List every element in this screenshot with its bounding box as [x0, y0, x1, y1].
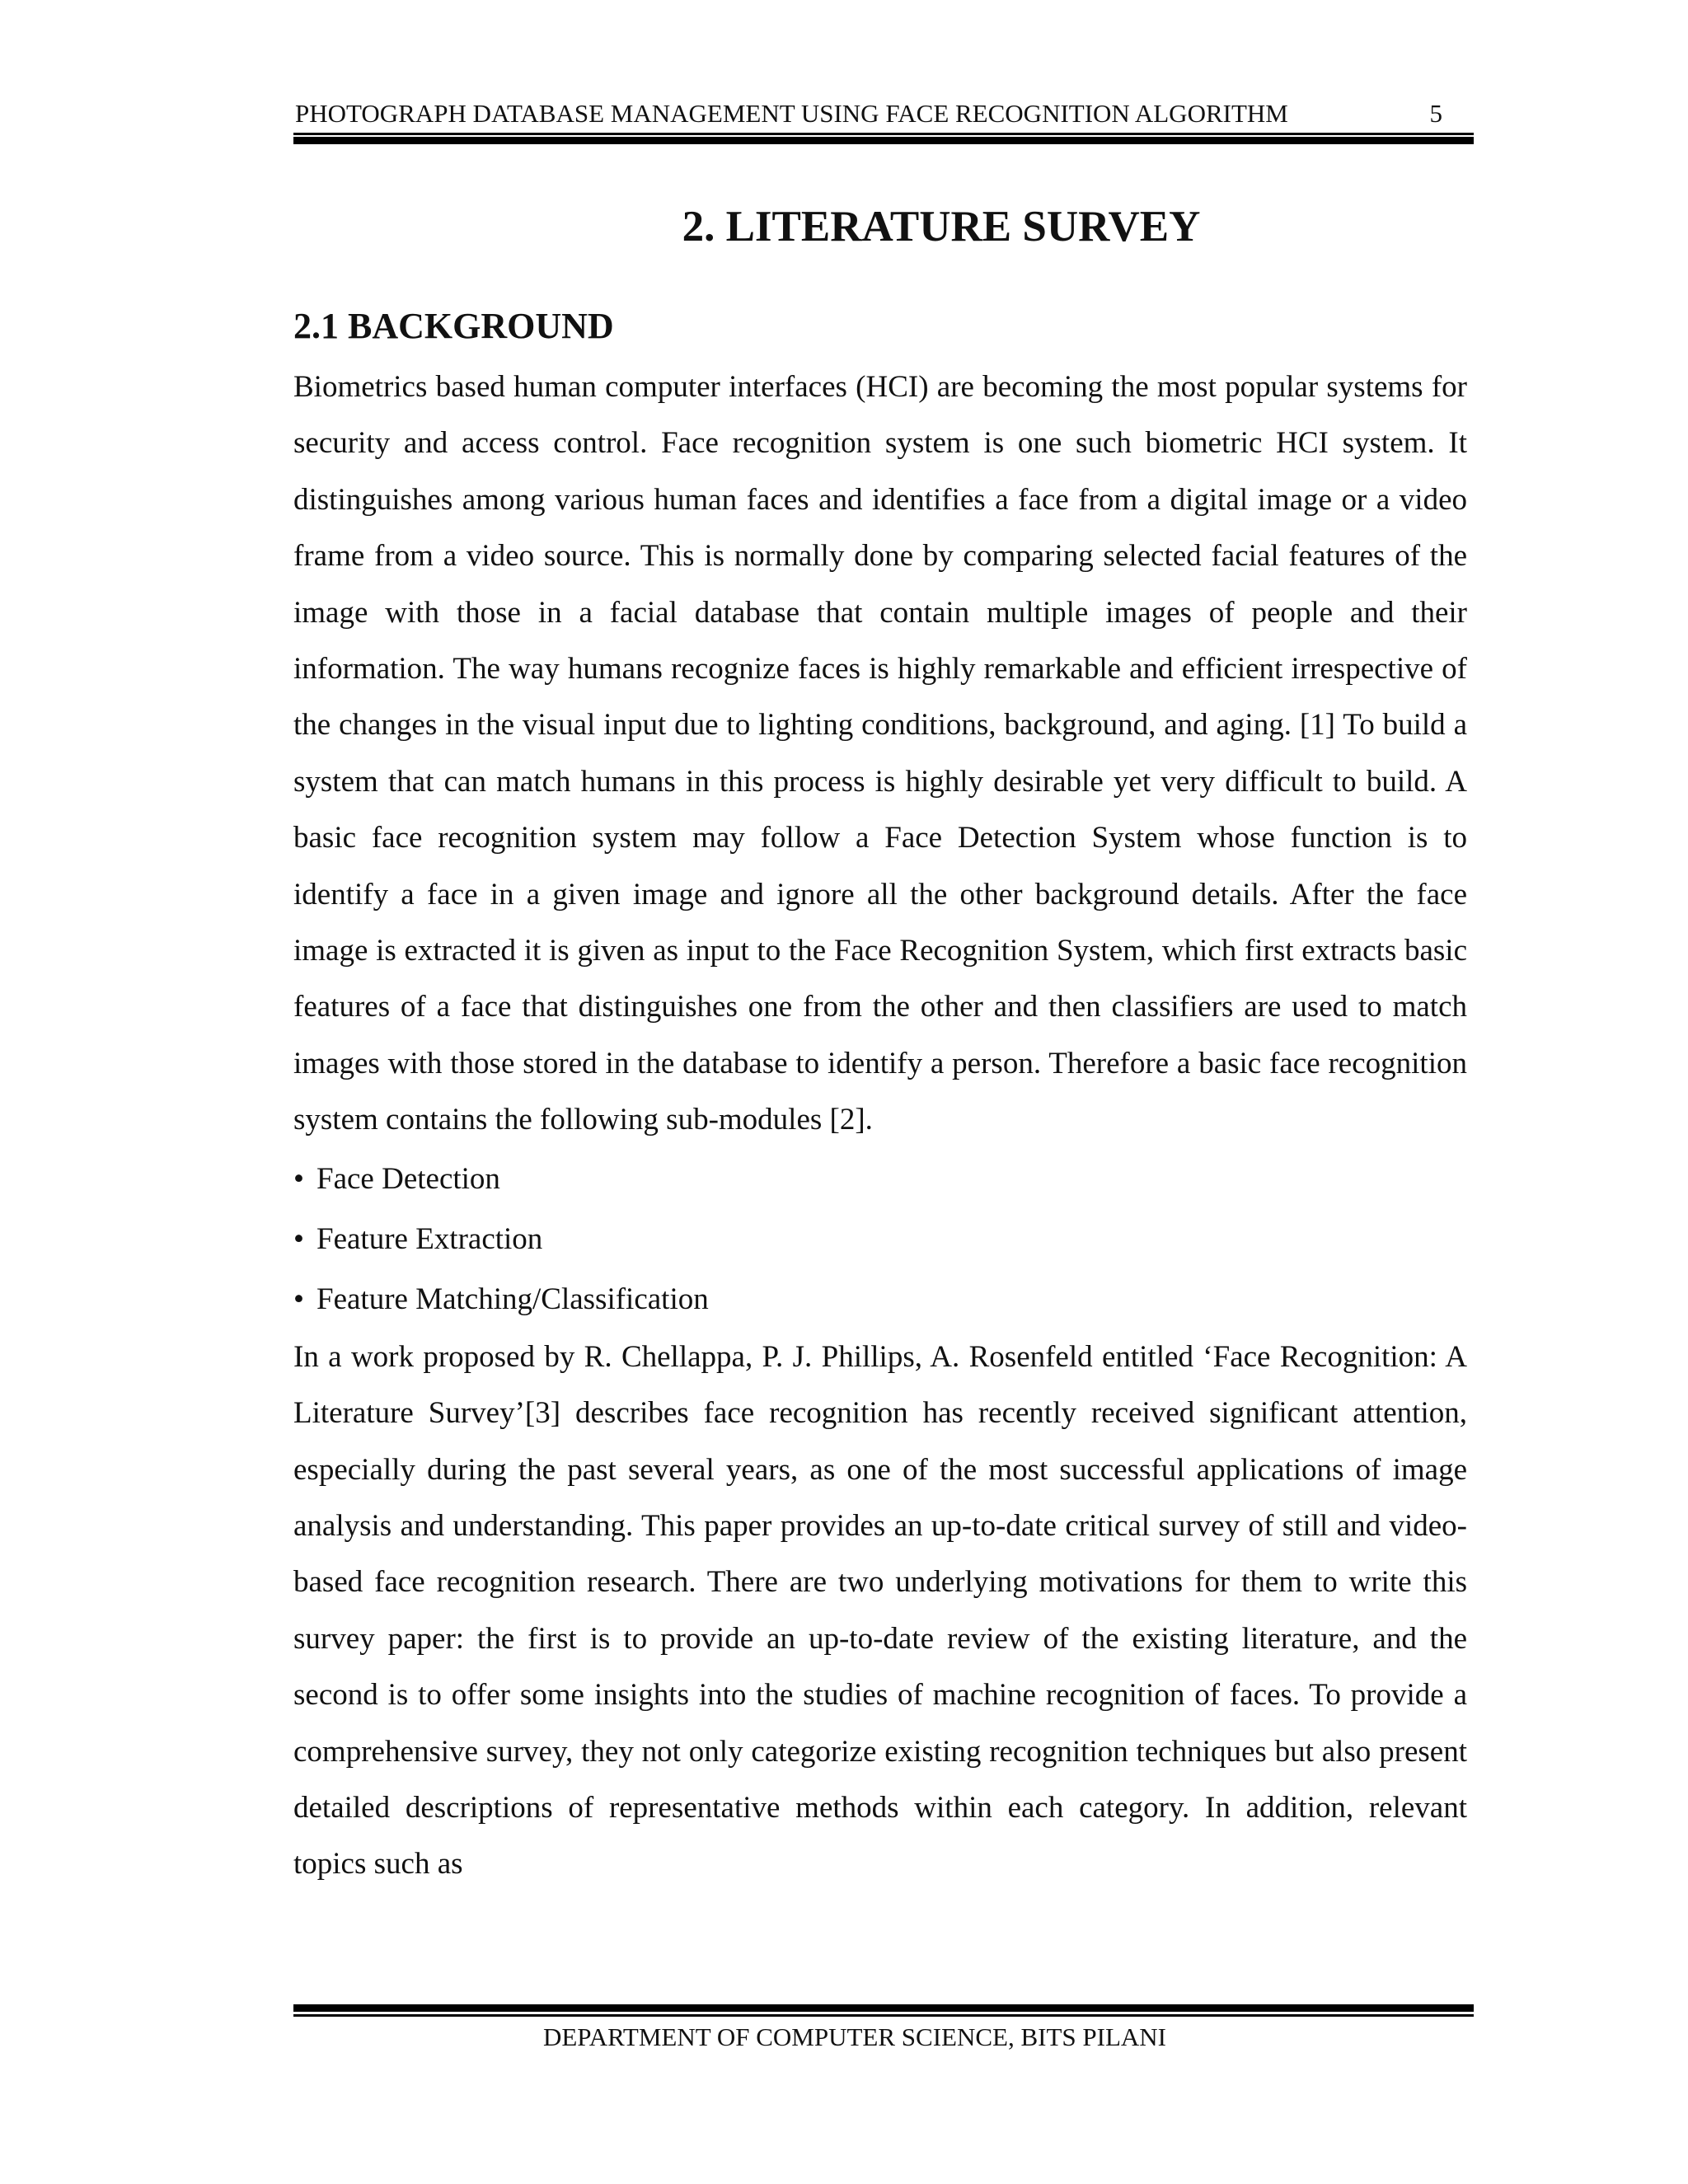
body-text: [293, 359, 1467, 1893]
bullet-icon: •: [293, 1221, 304, 1256]
list-item-label: Face Detection: [316, 1161, 500, 1196]
page-number: 5: [1429, 99, 1442, 128]
list-item: [293, 1149, 1467, 1209]
list-item: [293, 1269, 1467, 1329]
header-title: PHOTOGRAPH DATABASE MANAGEMENT USING FACE RECOGNITION ALGORITHM: [295, 99, 1288, 128]
running-header: [293, 97, 1474, 130]
footer-text: DEPARTMENT OF COMPUTER SCIENCE, BITS PILANI: [542, 2022, 1166, 2051]
section-heading: 2.1 BACKGROUND: [293, 306, 614, 346]
chapter-title: 2. LITERATURE SURVEY: [682, 203, 1201, 251]
header-rule-thick: [293, 137, 1474, 144]
submodule-list: [293, 1149, 1467, 1329]
paragraph-chellappa: In a work proposed by R. Chellappa, P. J. Phillips, A. Rosenfeld entitled ‘Face Recognition: A Literature Survey’[3] describes face recognition has recently received significant attention, especially during the past several years, as one of the most successful applications of image analysis and understanding. This paper provides an up-to-date critical survey of still and video-based face recognition research. There are two underlying motivations for them to write this survey paper: the first is to provide an up-to-date review of the existing literature, and the second is to offer some insights into the studies of machine recognition of faces. To provide a comprehensive survey, they not only categorize existing recognition techniques but also present detailed descriptions of representative methods within each category. In addition, relevant topics such as: [293, 1339, 1467, 1882]
header-rule-thin: [293, 133, 1474, 135]
list-item: [293, 1209, 1467, 1269]
paragraph-background: Biometrics based human computer interfaces (HCI) are becoming the most popular systems for security and access control. Face recognition system is one such biometric HCI system. It distinguishes among various human faces and identifies a face from a digital image or a video frame from a video source. This is normally done by comparing selected facial features of the image with those in a facial database that contain multiple images of people and their information. The way humans recognize faces is highly remarkable and efficient irrespective of the changes in the visual input due to lighting conditions, background, and aging. [1] To build a system that can match humans in this process is highly desirable yet very difficult to build. A basic face recognition system may follow a Face Detection System whose function is to identify a face in a given image and ignore all the other background details. After the face image is extracted it is given as input to the Face Recognition System, which first extracts basic features of a face that distinguishes one from the other and then classifiers are used to match images with those stored in the database to identify a person. Therefore a basic face recognition system contains the following sub-modules [2].: [293, 370, 1467, 1137]
footer-rule-thick: [293, 2004, 1474, 2012]
bullet-icon: •: [293, 1161, 304, 1196]
bullet-icon: •: [293, 1282, 304, 1316]
footer-rule-thin: [293, 2014, 1474, 2017]
list-item-label: Feature Extraction: [316, 1221, 543, 1256]
list-item-label: Feature Matching/Classification: [316, 1282, 709, 1316]
